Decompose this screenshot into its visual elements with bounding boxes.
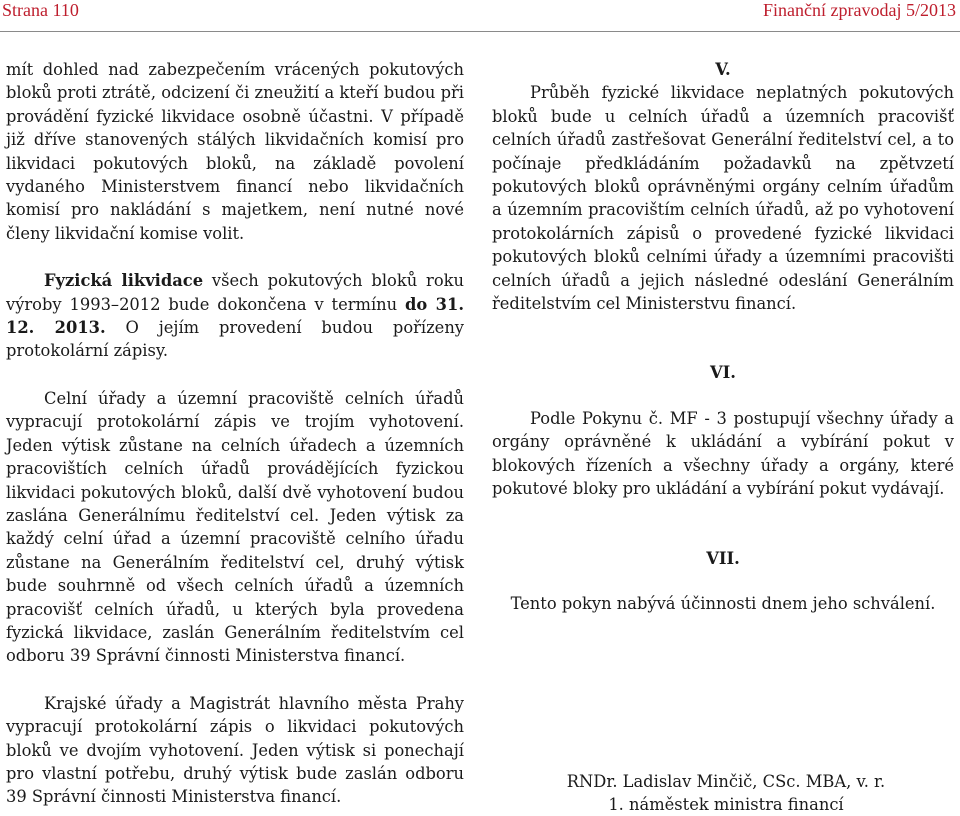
- paragraph-deadline: Fyzická likvidace všech pokutových bloků roku výroby 1993–2012 bude dokončena v termínu do 31. 12. 2013. O jejím provedení budou pořízeny protokolární zápisy.: [6, 271, 465, 361]
- header-rule: [0, 31, 960, 32]
- bold-deadline-date: do 31. 12. 2013.: [6, 294, 464, 338]
- left-column: [6, 58, 464, 809]
- paragraph-section-7: Tento pokyn nabývá účinnosti dnem jeho schválení.: [510, 593, 936, 613]
- signatory-name: RNDr. Ladislav Minčič, CSc. MBA, v. r.: [566, 772, 886, 791]
- paragraph-customs-offices: Celní úřady a územní pracoviště celních úřadů vypracují protokolární zápis ve trojím vyhotovení. Jeden výtisk zůstane na celních úřadech a územních pracovištích celních úřadů provádějících fyzickou likvidaci pokutových bloků, další dvě vyhotovení budou zaslána Generálnímu ředitelství cel. Jeden výtisk za každý celní úřad a územní pracoviště celního úřadu zůstane na Generálním ředitelství cel, druhý výtisk bude souhrnně od všech celních úřadů a územních pracovišť celních úřadů, u kterých byla provedena fyzická likvidace, zaslán Generálním ředitelstvím cel odboru 39 Správní činnosti Ministerstva financí.: [6, 388, 464, 666]
- page-header: [0, 0, 960, 30]
- page-number: Strana 110: [2, 0, 79, 20]
- right-column: [492, 58, 954, 615]
- paragraph-section-5: Průběh fyzické likvidace neplatných pokutových bloků bude u celních úřadů a územních pracovišť celních úřadů zastřešovat Generální ředitelství cel, a to počínaje předkládáním požadavků na zpětvzetí pokutových bloků oprávněnými orgány celním úřadům a územním pracovištím celních úřadů, až po vyhotovení protokolárních zápisů o provedené fyzické likvidaci pokutových bloků celními úřady a územními pracovišti celních úřadů a jejich následné odeslání Generálním ředitelstvím cel Ministerstvu financí.: [492, 83, 954, 314]
- journal-title: Finanční zpravodaj 5/2013: [763, 0, 956, 20]
- paragraph-continuation: mít dohled nad zabezpečením vrácených pokutových bloků proti ztrátě, odcizení či zneužití a kteří budou při provádění fyzické likvidace osobně účastni. V případě již dříve stanovených stálých likvidačních komisí pro likvidaci pokutových bloků, na základě povolení vydaného Ministerstvem financí nebo likvidačních komisí pro nakládání s majetkem, není nutné nové členy likvidační komise volit.: [6, 60, 464, 243]
- paragraph-section-6: Podle Pokynu č. MF - 3 postupují všechny úřady a orgány oprávněné k ukládání a vybírání pokut v blokových řízeních a všechny úřady a orgány, které pokutové bloky pro ukládání a vybírání pokut vydávají.: [492, 408, 954, 499]
- bold-phrase-liquidation: Fyzická likvidace: [44, 271, 204, 291]
- signature-block: [492, 770, 960, 816]
- section-heading-7: VII.: [706, 548, 740, 568]
- section-heading-6: VI.: [710, 363, 736, 383]
- section-heading-5: V.: [715, 60, 731, 79]
- signatory-title: 1. náměstek ministra financí: [608, 795, 844, 814]
- paragraph-regional-offices: Krajské úřady a Magistrát hlavního města Prahy vypracují protokolární zápis o likvidaci pokutových bloků ve dvojím vyhotovení. Jeden výtisk si ponechají pro vlastní potřebu, druhý výtisk bude zaslán odboru 39 Správní činnosti Ministerstva financí.: [6, 693, 464, 807]
